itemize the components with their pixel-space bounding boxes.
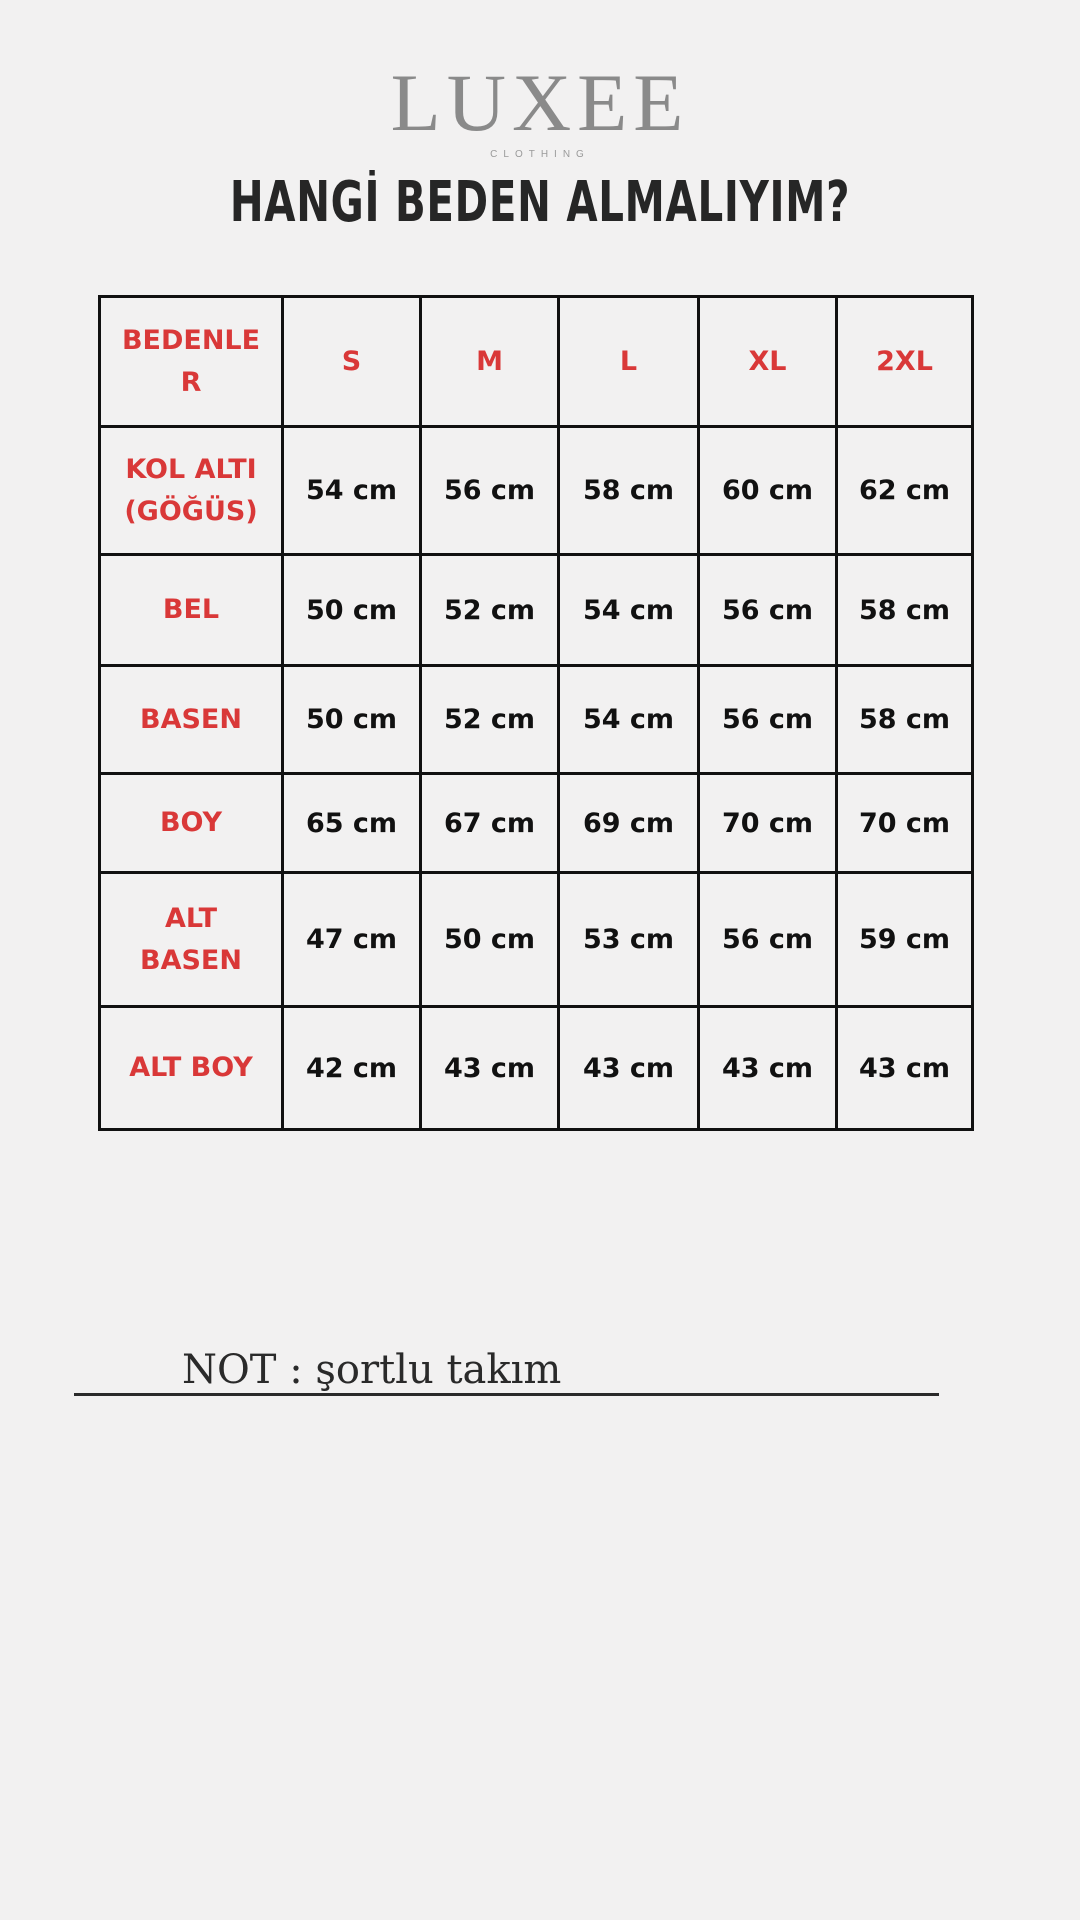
value-cell: 62 cm <box>837 427 973 555</box>
table-row <box>100 427 973 555</box>
value-cell: 42 cm <box>283 1007 421 1130</box>
value-cell: 58 cm <box>559 427 699 555</box>
row-label-cell <box>100 774 283 873</box>
note-underline <box>74 1393 939 1396</box>
value-cell: 58 cm <box>837 555 973 666</box>
value-cell: 56 cm <box>421 427 559 555</box>
row-label-cell <box>100 1007 283 1130</box>
row-label: BOY <box>159 807 223 838</box>
value-cell: 47 cm <box>283 873 421 1007</box>
value-cell: 58 cm <box>837 666 973 774</box>
value-cell: 69 cm <box>559 774 699 873</box>
note-text: NOT : şortlu takım <box>182 1347 562 1393</box>
size-chart-table <box>98 295 974 1131</box>
row-label: BASEN <box>140 703 242 735</box>
table-row <box>100 774 973 873</box>
size-header-cell: S <box>283 297 421 427</box>
row-label-cell <box>100 666 283 774</box>
corner-header-cell <box>100 297 283 427</box>
brand-tagline: CLOTHING <box>490 149 590 160</box>
value-cell: 67 cm <box>421 774 559 873</box>
size-header-cell: M <box>421 297 559 427</box>
value-cell: 70 cm <box>699 774 837 873</box>
table-row <box>100 1007 973 1130</box>
value-cell: 56 cm <box>699 873 837 1007</box>
value-cell: 50 cm <box>283 666 421 774</box>
row-label-cell <box>100 873 283 1007</box>
value-cell: 54 cm <box>559 666 699 774</box>
page-title: HANGİ BEDEN ALMALIYIM? <box>229 170 851 235</box>
value-cell: 43 cm <box>421 1007 559 1130</box>
value-cell: 70 cm <box>837 774 973 873</box>
value-cell: 56 cm <box>699 666 837 774</box>
table-row <box>100 873 973 1007</box>
size-header-cell: L <box>559 297 699 427</box>
row-label: ALT BASEN <box>140 902 242 976</box>
row-label: KOL ALTI (GÖĞÜS) <box>124 453 258 527</box>
corner-header-label: BEDENLE R <box>121 324 261 398</box>
value-cell: 54 cm <box>283 427 421 555</box>
brand-logo <box>0 58 1080 162</box>
value-cell: 65 cm <box>283 774 421 873</box>
value-cell: 54 cm <box>559 555 699 666</box>
value-cell: 53 cm <box>559 873 699 1007</box>
value-cell: 43 cm <box>559 1007 699 1130</box>
value-cell: 52 cm <box>421 666 559 774</box>
table-row <box>100 666 973 774</box>
row-label-cell <box>100 427 283 555</box>
row-label: BEL <box>162 594 220 625</box>
row-label-cell <box>100 555 283 666</box>
value-cell: 43 cm <box>699 1007 837 1130</box>
brand-name: LUXEE <box>390 57 690 148</box>
value-cell: 60 cm <box>699 427 837 555</box>
size-header-cell: XL <box>699 297 837 427</box>
table-header-row <box>100 297 973 427</box>
value-cell: 50 cm <box>421 873 559 1007</box>
value-cell: 50 cm <box>283 555 421 666</box>
row-label: ALT BOY <box>129 1052 253 1083</box>
value-cell: 52 cm <box>421 555 559 666</box>
table-row <box>100 555 973 666</box>
value-cell: 43 cm <box>837 1007 973 1130</box>
value-cell: 56 cm <box>699 555 837 666</box>
value-cell: 59 cm <box>837 873 973 1007</box>
size-header-cell: 2XL <box>837 297 973 427</box>
